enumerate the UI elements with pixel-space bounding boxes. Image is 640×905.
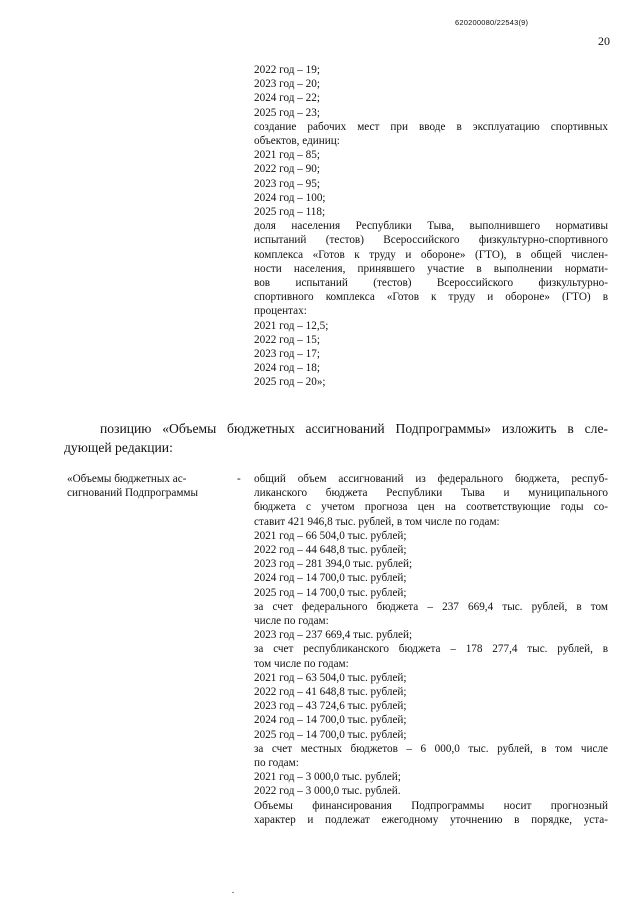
text-line: 2021 год – 12,5; [254,319,329,332]
text-line: по годам: [254,757,299,770]
text-line: 2024 год – 100; [254,191,326,204]
text-line: 2025 год – 20»; [254,376,326,389]
table-left-cell [67,472,217,500]
text-line: 2023 год – 237 669,4 тыс. рублей; [254,629,413,642]
text-line: 2022 год – 90; [254,163,320,176]
table-dash: - [237,473,241,485]
text-line: комплекса «Готов к труду и обороне» (ГТО), в общей числен- [254,248,608,261]
text-line: том числе по годам: [254,657,349,670]
text-line: 2025 год – 14 700,0 тыс. рублей; [254,728,407,741]
text-line: характер и подлежат ежегодному уточнению в порядке, уста- [254,813,608,826]
text-line: 2025 год – 118; [254,206,326,219]
text-line: бюджета с учетом прогноза цен на соответствующие годы со- [254,501,608,514]
text-line: 2024 год – 18; [254,362,320,375]
text-line: 2023 год – 95; [254,177,320,190]
text-line: Объемы финансирования Подпрограммы носит прогнозный [254,799,608,812]
text-line: доля населения Республики Тыва, выполнившего нормативы [254,220,608,233]
text-line: общий объем ассигнований из федерального бюджета, респуб- [254,473,608,485]
text-line: 2022 год – 19; [254,64,320,76]
page-number: 20 [598,34,610,48]
text-line: 2021 год – 63 504,0 тыс. рублей; [254,671,407,684]
text-line: 2021 год – 85; [254,149,320,162]
text-line: 2023 год – 17; [254,348,320,361]
text-line: 2024 год – 14 700,0 тыс. рублей; [254,572,407,585]
text-line: ставит 421 946,8 тыс. рублей, в том числе по годам: [254,515,500,528]
intro-line-2: дующей редакции: [64,439,173,455]
text-line: 2022 год – 3 000,0 тыс. рублей. [254,785,401,798]
intro-line-1: позицию «Объемы бюджетных ассигнований Подпрограммы» изложить в сле- [100,421,608,436]
text-line: за счет федерального бюджета – 237 669,4 тыс. рублей, в том [254,600,608,613]
document-id: 620200080/22543(9) [455,18,529,27]
text-line: 2025 год – 14 700,0 тыс. рублей; [254,586,407,599]
indicator-list [254,63,608,390]
text-line: 2023 год – 43 724,6 тыс. рублей; [254,700,407,713]
text-line: 2024 год – 14 700,0 тыс. рублей; [254,714,407,727]
text-line: спортивного комплекса «Готов к труду и обороне» (ГТО) в [254,291,608,304]
text-line: 2023 год – 20; [254,78,320,91]
text-line: 2025 год – 23; [254,106,320,119]
text-line: создание рабочих мест при вводе в эксплуатацию спортивных [254,120,608,133]
scan-mark [232,892,234,893]
text-line: испытаний (тестов) Всероссийского физкультурно-спортивного [254,234,608,247]
text-line: сигнований Подпрограммы [67,487,199,500]
table-right-cell [254,472,608,827]
text-line: за счет местных бюджетов – 6 000,0 тыс. рублей, в том числе [254,742,608,755]
text-line: числе по годам: [254,615,329,628]
text-line: 2022 год – 41 648,8 тыс. рублей; [254,686,407,699]
text-line: 2022 год – 44 648,8 тыс. рублей; [254,544,407,557]
text-line: за счет республиканского бюджета – 178 277,4 тыс. рублей, в [254,643,608,656]
text-line: объектов, единиц: [254,135,340,148]
text-line: 2023 год – 281 394,0 тыс. рублей; [254,558,413,571]
text-line: вов испытаний (тестов) Всероссийского физкультурно- [254,277,608,290]
text-line: ликанского бюджета Республики Тыва и муниципального [254,487,608,500]
text-line: 2021 год – 3 000,0 тыс. рублей; [254,771,401,784]
text-line: «Объемы бюджетных ас- [67,473,187,485]
text-line: процентах: [254,305,307,318]
text-line: 2024 год – 22; [254,92,320,105]
text-line: 2022 год – 15; [254,333,320,346]
text-line: 2021 год – 66 504,0 тыс. рублей; [254,529,407,542]
text-line: ности населения, принявшего участие в выполнении нормати- [254,262,608,275]
amendment-intro [64,420,608,457]
